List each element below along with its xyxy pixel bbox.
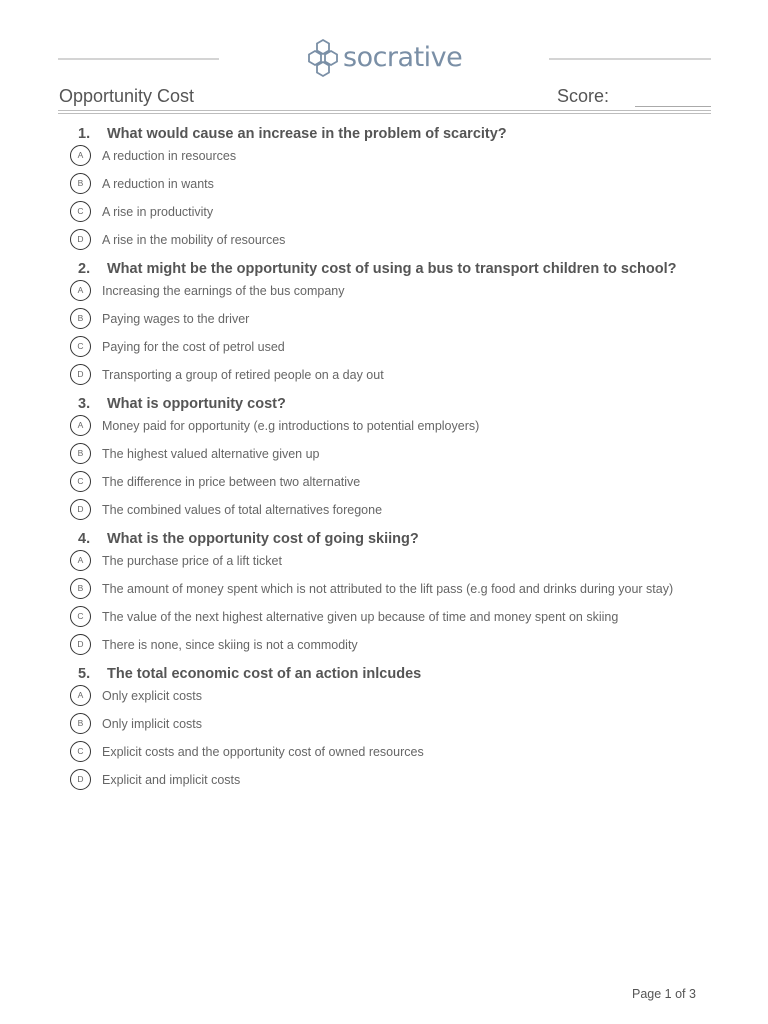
answer-bubble[interactable]: A [70,550,91,571]
answer-option-d[interactable] [70,232,710,248]
answer-option-b[interactable] [70,311,710,327]
answer-text: Explicit costs and the opportunity cost of owned resources [102,745,424,759]
answer-text: A rise in the mobility of resources [102,233,286,247]
answer-text: Paying for the cost of petrol used [102,340,285,354]
socrative-logo [306,38,462,78]
answer-option-c[interactable] [70,339,710,355]
answer-bubble[interactable]: C [70,471,91,492]
question-text: What might be the opportunity cost of using a bus to transport children to school? [107,261,677,277]
answer-text: A reduction in resources [102,149,237,163]
score-blank-line [635,106,711,107]
answer-option-c[interactable] [70,204,710,220]
answer-option-b[interactable] [70,176,710,192]
answer-text: Transporting a group of retired people on a day out [102,368,384,382]
question-list [70,126,710,801]
answer-bubble[interactable]: A [70,685,91,706]
answer-text: Only implicit costs [102,717,203,731]
answer-option-d[interactable] [70,772,710,788]
answer-bubble[interactable]: D [70,364,91,385]
question-3 [70,396,710,518]
answer-bubble[interactable]: A [70,280,91,301]
answer-text: The value of the next highest alternative given up because of time and money spent on skiing [102,610,619,624]
answer-text: Only explicit costs [102,689,203,703]
score-label: Score: [557,86,610,106]
question-text: What is opportunity cost? [107,396,286,412]
answer-text: A rise in productivity [102,205,214,219]
answer-bubble[interactable]: C [70,201,91,222]
question-number: 1. [78,126,91,142]
answer-bubble[interactable]: B [70,578,91,599]
question-4 [70,531,710,653]
answer-text: Paying wages to the driver [102,312,250,326]
header-divider-right [549,58,711,60]
question-number: 5. [78,666,91,682]
answer-option-a[interactable] [70,688,710,704]
answer-bubble[interactable]: D [70,769,91,790]
logo-wordmark: socrative [343,42,463,73]
answer-option-c[interactable] [70,609,710,625]
answer-bubble[interactable]: B [70,443,91,464]
page-number: Page 1 of 3 [632,987,696,1001]
answer-option-b[interactable] [70,446,710,462]
answer-option-b[interactable] [70,581,710,597]
answer-text: The purchase price of a lift ticket [102,554,282,568]
quiz-title: Opportunity Cost [59,86,195,106]
answer-option-a[interactable] [70,283,710,299]
answer-bubble[interactable]: B [70,308,91,329]
question-prompt [78,396,710,412]
question-1 [70,126,710,248]
answer-text: The combined values of total alternatives foregone [102,503,383,517]
question-prompt [78,126,710,142]
answer-bubble[interactable]: A [70,145,91,166]
answer-text: Increasing the earnings of the bus company [102,284,345,298]
answer-bubble[interactable]: C [70,741,91,762]
question-prompt [78,261,710,277]
header-divider-left [58,58,219,60]
hexagon-logo-icon [306,38,340,78]
answer-option-a[interactable] [70,418,710,434]
question-text: What is the opportunity cost of going skiing? [107,531,419,547]
answer-text: There is none, since skiing is not a commodity [102,638,358,652]
answer-bubble[interactable]: B [70,713,91,734]
answer-bubble[interactable]: C [70,606,91,627]
answer-bubble[interactable]: A [70,415,91,436]
answer-option-b[interactable] [70,716,710,732]
question-text: What would cause an increase in the problem of scarcity? [107,126,507,142]
answer-option-d[interactable] [70,367,710,383]
title-rule [58,113,711,114]
answer-option-a[interactable] [70,553,710,569]
answer-bubble[interactable]: B [70,173,91,194]
question-number: 3. [78,396,91,412]
answer-text: The amount of money spent which is not attributed to the lift pass (e.g food and drinks during your stay) [102,582,674,596]
question-number: 2. [78,261,91,277]
answer-text: The difference in price between two alternative [102,475,361,489]
answer-text: Money paid for opportunity (e.g introductions to potential employers) [102,419,480,433]
answer-bubble[interactable]: D [70,634,91,655]
answer-option-a[interactable] [70,148,710,164]
question-prompt [78,531,710,547]
answer-bubble[interactable]: D [70,499,91,520]
question-5 [70,666,710,788]
question-2 [70,261,710,383]
answer-option-d[interactable] [70,502,710,518]
title-row [59,86,711,112]
answer-option-c[interactable] [70,474,710,490]
answer-option-d[interactable] [70,637,710,653]
answer-text: The highest valued alternative given up [102,447,320,461]
question-prompt [78,666,710,682]
title-rule [58,110,711,111]
answer-bubble[interactable]: D [70,229,91,250]
answer-text: A reduction in wants [102,177,214,191]
question-text: The total economic cost of an action inlcudes [107,666,422,682]
answer-bubble[interactable]: C [70,336,91,357]
answer-text: Explicit and implicit costs [102,773,241,787]
answer-option-c[interactable] [70,744,710,760]
question-number: 4. [78,531,91,547]
